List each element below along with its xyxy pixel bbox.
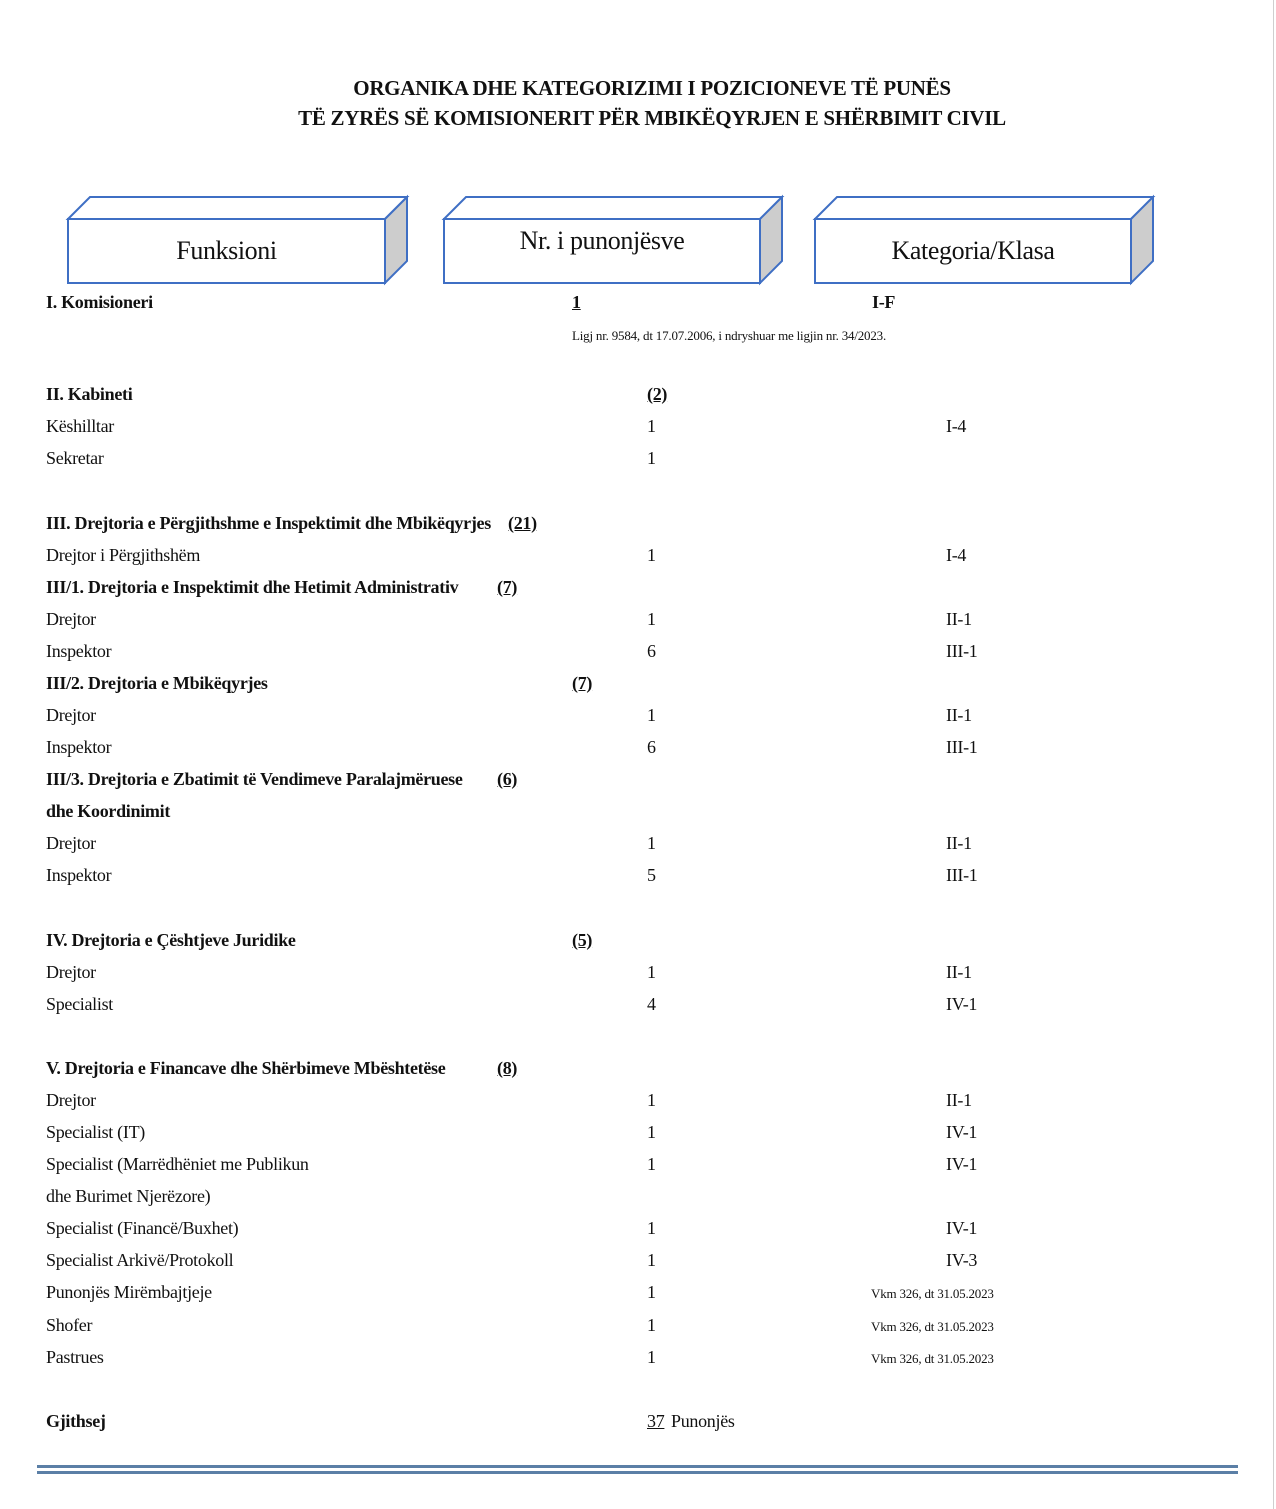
section-title-financat: V. Drejtoria e Financave dhe Shërbimeve Mbështetëse: [46, 1058, 446, 1078]
row-count: 1: [647, 416, 656, 436]
row-count: 1: [647, 1282, 656, 1302]
subsection-count-zbatimi: (6): [497, 769, 518, 789]
row-count: 4: [647, 994, 656, 1014]
row-name: Këshilltar: [46, 416, 114, 436]
row-category: IV-3: [946, 1250, 978, 1270]
row-category: IV-1: [946, 1122, 978, 1142]
row-count: 1: [647, 545, 656, 565]
row-name: Drejtor: [46, 705, 96, 725]
row-name: Specialist (Marrëdhëniet me Publikun: [46, 1154, 309, 1174]
row-category: I-4: [946, 416, 967, 436]
row-count: 1: [647, 1218, 656, 1238]
document-title-line-2: TË ZYRËS SË KOMISIONERIT PËR MBIKËQYRJEN E SHËRBIMIT CIVIL: [298, 106, 1006, 130]
document-title-line-1: ORGANIKA DHE KATEGORIZIMI I POZICIONEVE TË PUNËS: [353, 76, 951, 100]
row-category: I-4: [946, 545, 967, 565]
section-title-komisioneri: I. Komisioneri: [46, 292, 153, 312]
row-count: 1: [647, 1154, 656, 1174]
section-count-kabineti: (2): [647, 384, 668, 404]
section-count-juridike: (5): [572, 930, 593, 950]
row-name: Drejtor: [46, 962, 96, 982]
header-category-label: Kategoria/Klasa: [891, 236, 1055, 265]
row-name: Inspektor: [46, 865, 112, 885]
total-label: Gjithsej: [46, 1411, 106, 1431]
total-count: 37: [647, 1411, 665, 1431]
subsection-title-zbatimi: III/3. Drejtoria e Zbatimit të Vendimeve Paralajmëruese: [46, 769, 463, 789]
row-category: II-1: [946, 705, 972, 725]
row-count: 5: [647, 865, 656, 885]
page-edge-line: [1273, 0, 1274, 1509]
row-count: 1: [647, 962, 656, 982]
row-category: II-1: [946, 833, 972, 853]
total-unit: Punonjës: [671, 1411, 735, 1431]
footer-double-rule: [37, 1465, 1238, 1474]
row-count: 1: [647, 1090, 656, 1110]
row-name: Specialist Arkivë/Protokoll: [46, 1250, 234, 1270]
row-category: IV-1: [946, 994, 978, 1014]
row-category-reference: Vkm 326, dt 31.05.2023: [871, 1351, 994, 1366]
row-count: 6: [647, 737, 656, 757]
row-name: Punonjës Mirëmbajtjeje: [46, 1282, 212, 1302]
section-count-komisioneri: 1: [572, 292, 581, 312]
row-category: II-1: [946, 1090, 972, 1110]
row-name: Shofer: [46, 1315, 93, 1335]
row-count: 1: [647, 448, 656, 468]
row-count: 6: [647, 641, 656, 661]
row-category-reference: Vkm 326, dt 31.05.2023: [871, 1286, 994, 1301]
section-title-kabineti: II. Kabineti: [46, 384, 133, 404]
header-count-label: Nr. i punonjësve: [519, 226, 685, 255]
row-name: Sekretar: [46, 448, 104, 468]
row-name: Specialist (Financë/Buxhet): [46, 1218, 239, 1238]
row-name: Drejtor: [46, 833, 96, 853]
row-name: Specialist (IT): [46, 1122, 145, 1142]
row-category: IV-1: [946, 1218, 978, 1238]
section-count-inspektimi: (21): [508, 513, 537, 533]
row-category: III-1: [946, 641, 978, 661]
section-category-komisioneri: I-F: [872, 292, 896, 312]
row-category-reference: Vkm 326, dt 31.05.2023: [871, 1319, 994, 1334]
section-title-inspektimi: III. Drejtoria e Përgjithshme e Inspektimit dhe Mbikëqyrjes: [46, 513, 491, 533]
row-category: III-1: [946, 865, 978, 885]
row-name-line-2: dhe Burimet Njerëzore): [46, 1186, 211, 1206]
section-title-juridike: IV. Drejtoria e Çështjeve Juridike: [46, 930, 296, 950]
row-count: 1: [647, 705, 656, 725]
row-category: II-1: [946, 609, 972, 629]
subsection-title-hetimi: III/1. Drejtoria e Inspektimit dhe Hetimit Administrativ: [46, 577, 459, 597]
law-reference-note: Ligj nr. 9584, dt 17.07.2006, i ndryshuar me ligjin nr. 34/2023.: [572, 328, 886, 343]
row-category: III-1: [946, 737, 978, 757]
row-name: Drejtor: [46, 609, 96, 629]
row-name: Inspektor: [46, 641, 112, 661]
header-function-label: Funksioni: [176, 236, 277, 265]
row-count: 1: [647, 609, 656, 629]
row-count: 1: [647, 1315, 656, 1335]
row-count: 1: [647, 1347, 656, 1367]
section-count-financat: (8): [497, 1058, 518, 1078]
row-name: Drejtor: [46, 1090, 96, 1110]
subsection-title-zbatimi-line-2: dhe Koordinimit: [46, 801, 171, 821]
row-category: II-1: [946, 962, 972, 982]
subsection-count-hetimi: (7): [497, 577, 518, 597]
row-name: Drejtor i Përgjithshëm: [46, 545, 201, 565]
subsection-count-mbikeqyrja: (7): [572, 673, 593, 693]
row-name: Pastrues: [46, 1347, 104, 1367]
row-count: 1: [647, 833, 656, 853]
row-name: Specialist: [46, 994, 113, 1014]
row-name: Inspektor: [46, 737, 112, 757]
row-count: 1: [647, 1122, 656, 1142]
row-category: IV-1: [946, 1154, 978, 1174]
subsection-title-mbikeqyrja: III/2. Drejtoria e Mbikëqyrjes: [46, 673, 268, 693]
row-count: 1: [647, 1250, 656, 1270]
